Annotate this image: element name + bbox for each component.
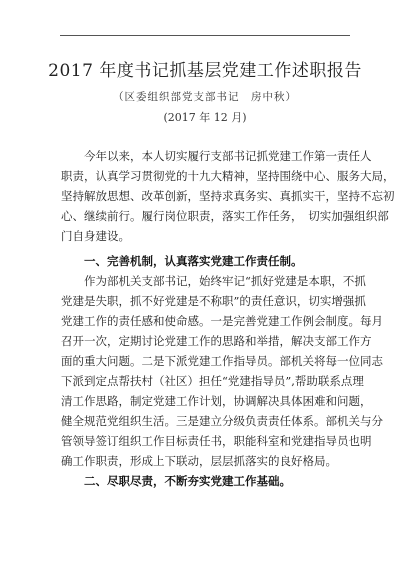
header-rule xyxy=(60,35,350,36)
text-line: 今年以来，本人切实履行支部书记抓党建工作第一责任人 xyxy=(84,149,372,163)
text-line: 坚持解放思想、改革创新，坚持求真务实、真抓实干，坚持不忘初 xyxy=(61,189,395,203)
text-line: 确工作职责，形成上下联动，层层抓落实的良好格局。 xyxy=(61,454,337,468)
text-line: 门自身建设。 xyxy=(61,229,130,243)
text-line: 党建是失职，抓不好党建是不称职”的责任意识，切实增强抓 xyxy=(61,294,366,308)
report-date: (2017 年 12 月) xyxy=(163,111,247,124)
text-line: 职责，认真学习贯彻党的十九大精神，坚持围绕中心、服务大局， xyxy=(61,169,395,183)
text-line: 召开一次，定期讨论党建工作的思路和举措，解决支部工作方 xyxy=(61,334,372,348)
text-line: 清工作思路，制定党建工作计划，协调解决具体困难和问题， xyxy=(61,394,372,408)
section-heading: 二、尽职尽责，不断夯实党建工作基础。 xyxy=(84,474,291,488)
report-author: （区委组织部党支部书记 房中秋） xyxy=(113,91,297,103)
text-line: 管领导签订组织工作目标责任书，职能科室和党建指导员也明 xyxy=(61,434,372,448)
report-title: 2017 年度书记抓基层党建工作述职报告 xyxy=(48,61,362,81)
text-line: 面的重大问题。二是下派党建工作指导员。部机关将每一位同志 xyxy=(61,354,383,368)
text-line: 作为部机关支部书记，始终牢记“抓好党建是本职，不抓 xyxy=(84,274,366,288)
text-line: 下派到定点帮扶村（社区）担任“党建指导员”,帮助联系点理 xyxy=(61,374,364,388)
text-line: 党建工作的责任感和使命感。一是完善党建工作例会制度。每月 xyxy=(61,314,383,328)
section-1 xyxy=(61,251,383,491)
text-line: 健全规范党组织生活。三是建立分级负责责任体系。部机关与分 xyxy=(61,414,383,428)
section-heading: 一、完善机制，认真落实党建工作责任制。 xyxy=(84,254,303,268)
text-line: 心、继续前行。履行岗位职责，落实工作任务， 切实加强组织部 xyxy=(61,209,389,223)
intro-paragraph xyxy=(61,146,395,246)
